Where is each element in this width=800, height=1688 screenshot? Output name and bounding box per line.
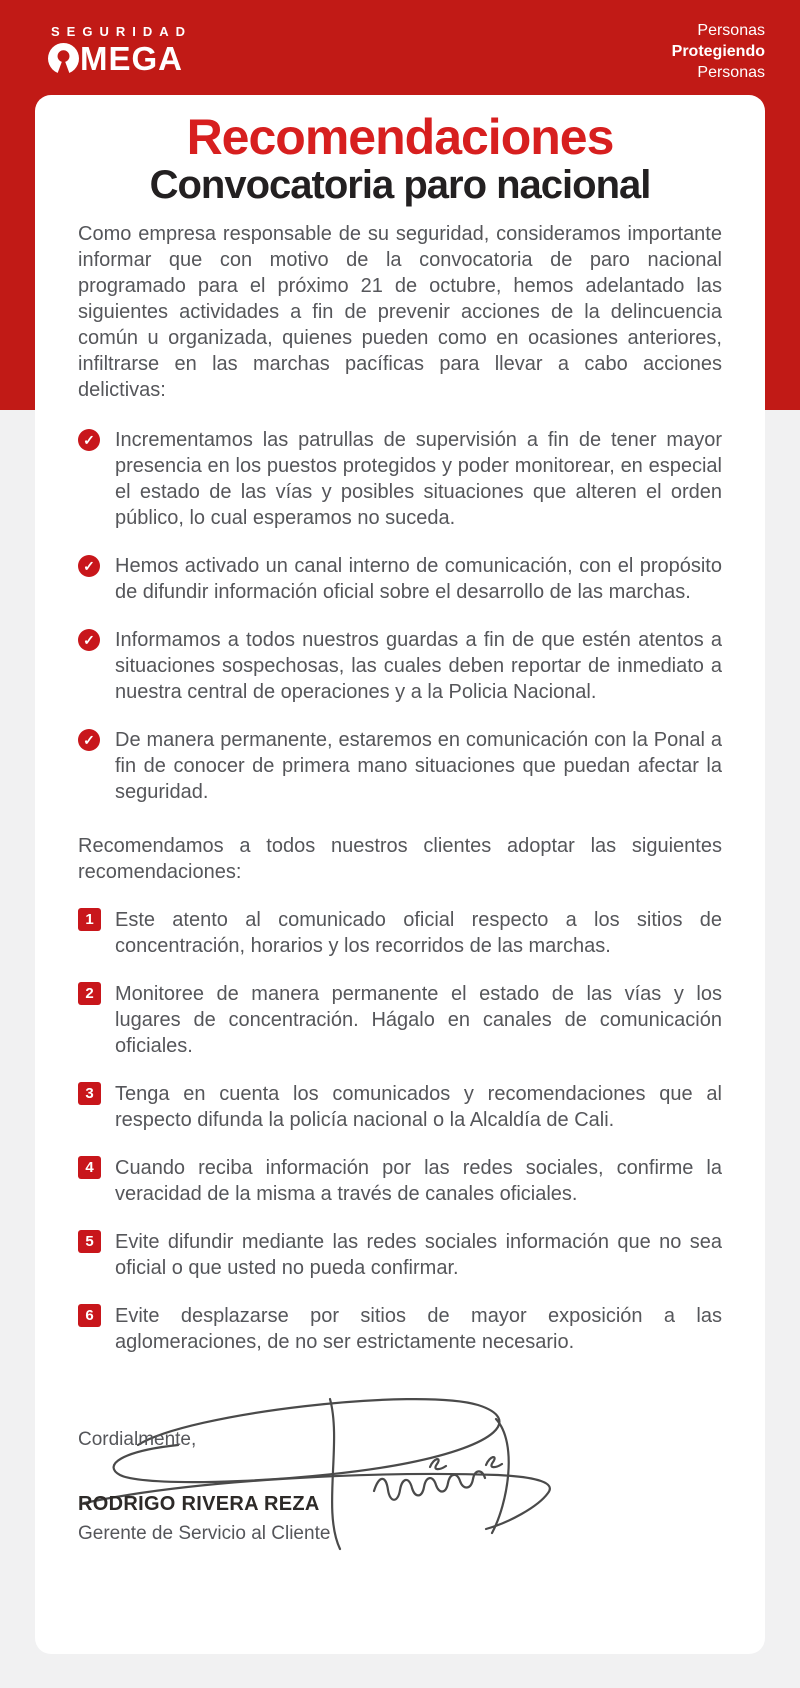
brand-omega-row xyxy=(48,42,192,75)
check-item xyxy=(78,627,722,705)
numbered-item-text: Monitoree de manera permanente el estado de las vías y los lugares de concentración. Hágalo en canales de comunicación oficiales. xyxy=(115,983,722,1057)
recommendations-intro: Recomendamos a todos nuestros clientes adoptar las siguientes recomendaciones: xyxy=(78,835,722,883)
check-item xyxy=(78,553,722,605)
check-item xyxy=(78,727,722,805)
tagline-line-2: Protegiendo xyxy=(671,43,765,60)
tagline-line-1: Personas xyxy=(697,22,765,39)
numbered-item-text: Evite difundir mediante las redes sociales información que no sea oficial o que usted no pueda confirmar. xyxy=(115,1231,722,1279)
numbered-item xyxy=(78,1303,722,1355)
brand-logo xyxy=(48,24,192,75)
numbered-item-text: Este atento al comunicado oficial respecto a los sitios de concentración, horarios y los recorridos de las marchas. xyxy=(115,909,722,957)
tagline-line-3: Personas xyxy=(697,64,765,81)
header-tagline xyxy=(672,20,765,83)
number-badge: 1 xyxy=(78,908,101,931)
numbered-item-text: Evite desplazarse por sitios de mayor exposición a las aglomeraciones, de no ser estrictamente necesario. xyxy=(115,1305,722,1353)
page-title: Recomendaciones xyxy=(186,109,614,165)
numbered-item xyxy=(78,1229,722,1281)
check-item-text: Incrementamos las patrullas de supervisión a fin de tener mayor presencia en los puestos protegidos y poder monitorear, en especial el estado de las vías y posibles situaciones que alteren el orden público, lo cual esperamos no suceda. xyxy=(115,429,722,529)
check-item-text: Informamos a todos nuestros guardas a fin de que estén atentos a situaciones sospechosas, las cuales deben reportar de inmediato a nuestra central de operaciones y a la Policia Nacional. xyxy=(115,629,722,703)
numbered-item xyxy=(78,907,722,959)
check-icon: ✓ xyxy=(78,429,100,451)
numbered-item xyxy=(78,981,722,1059)
check-icon: ✓ xyxy=(78,629,100,651)
numbered-item-text: Tenga en cuenta los comunicados y recomendaciones que al respecto difunda la policía nacional o la Alcaldía de Cali. xyxy=(115,1083,722,1131)
brand-seguridad-label: SEGURIDAD xyxy=(51,24,193,39)
numbered-item xyxy=(78,1155,722,1207)
closing-block xyxy=(78,1389,722,1559)
number-badge: 4 xyxy=(78,1156,101,1179)
check-item-text: Hemos activado un canal interno de comunicación, con el propósito de difundir información oficial sobre el desarrollo de las marchas. xyxy=(115,555,722,603)
check-icon: ✓ xyxy=(78,555,100,577)
number-badge: 6 xyxy=(78,1304,101,1327)
omega-o-icon xyxy=(48,43,79,74)
numbered-item-text: Cuando reciba información por las redes sociales, confirme la veracidad de la misma a través de canales oficiales. xyxy=(115,1157,722,1205)
number-badge: 3 xyxy=(78,1082,101,1105)
intro-paragraph: Como empresa responsable de su seguridad, consideramos importante informar que con motivo de la convocatoria de paro nacional programado para el próximo 21 de octubre, hemos adelantado las siguientes actividades a fin de prevenir acciones de la delincuencia común u organizada, quienes pueden como en ocasiones anteriores, infiltrarse en las marchas pacíficas para llevar a cabo acciones delictivas: xyxy=(78,223,722,401)
number-badge: 2 xyxy=(78,982,101,1005)
numbered-list xyxy=(78,907,722,1355)
content-card xyxy=(35,95,765,1654)
closing-salutation: Cordialmente, xyxy=(78,1429,197,1450)
number-badge: 5 xyxy=(78,1230,101,1253)
check-item xyxy=(78,427,722,531)
check-icon: ✓ xyxy=(78,729,100,751)
signer-name: RODRIGO RIVERA REZA xyxy=(78,1493,320,1515)
check-item-text: De manera permanente, estaremos en comunicación con la Ponal a fin de conocer de primera mano situaciones que puedan afectar la seguridad. xyxy=(115,729,722,803)
numbered-item xyxy=(78,1081,722,1133)
check-list xyxy=(78,427,722,805)
page-subtitle: Convocatoria paro nacional xyxy=(149,163,651,207)
signer-role: Gerente de Servicio al Cliente xyxy=(78,1523,331,1544)
brand-omega-label: MEGA xyxy=(80,40,183,77)
